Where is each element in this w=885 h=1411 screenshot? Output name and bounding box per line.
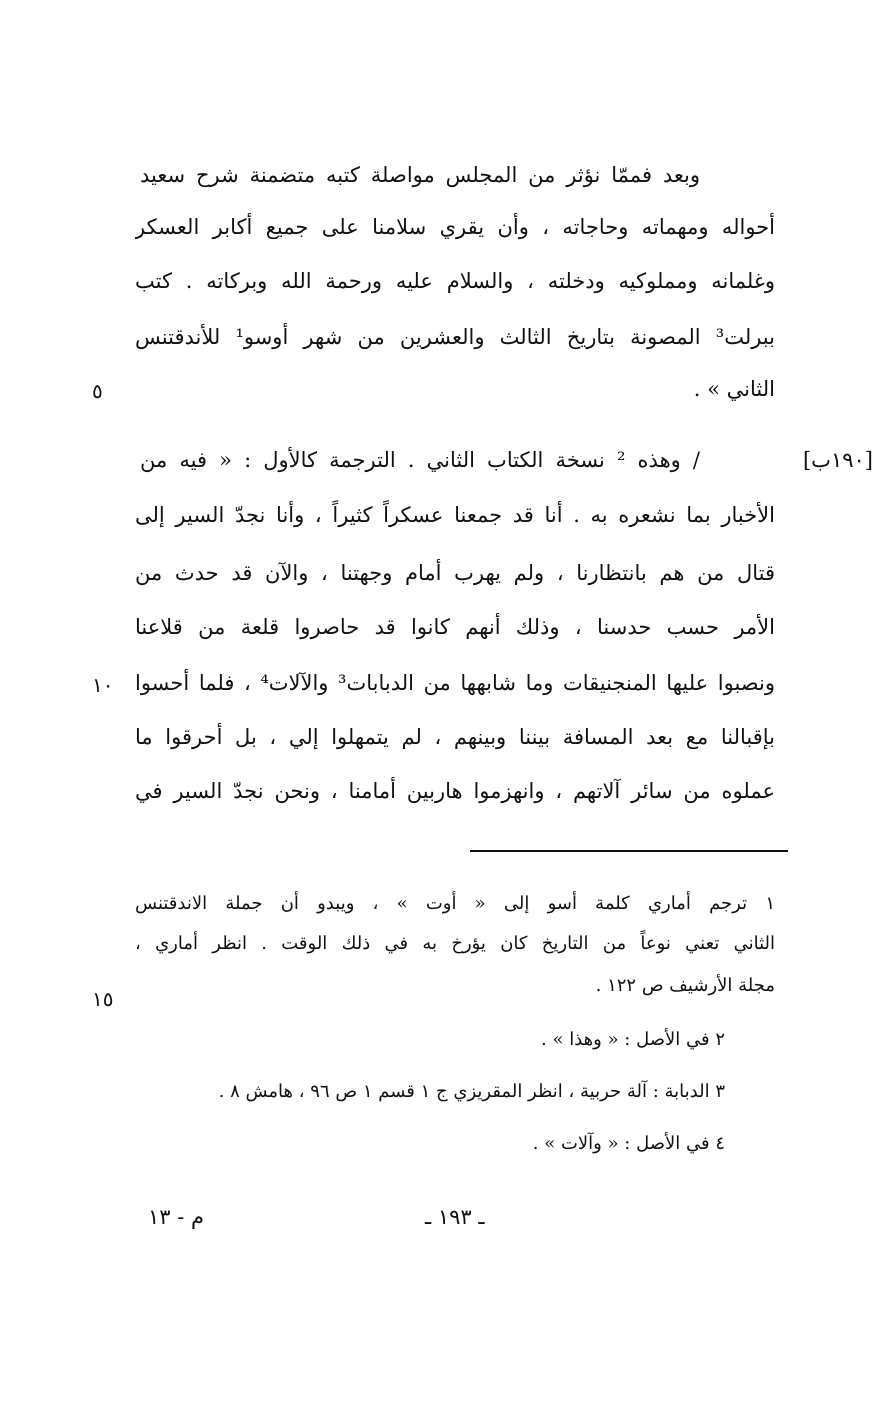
footnote-4: ٤ في الأصل : « وآلات » . (532, 1133, 725, 1154)
text-line: قتال من هم بانتظارنا ، ولم يهرب أمام وجهتنا ، والآن قد حدث من (135, 561, 775, 585)
text-line: ببرلت³ المصونة بتاريخ الثالث والعشرين من شهر أوسو¹ للأندقتنس (135, 325, 775, 349)
text-line: بإقبالنا مع بعد المسافة بيننا وبينهم ، لم يتمهلوا إلي ، بل أحرقوا ما (135, 725, 775, 749)
text-line: الأخبار بما نشعره به . أنا قد جمعنا عسكراً كثيراً ، وأنا نجدّ السير إلى (135, 503, 775, 527)
text-line: وبعد فممّا نؤثر من المجلس مواصلة كتبه متضمنة شرح سعيد (140, 163, 700, 187)
page-number: ـ ١٩٣ ـ (425, 1205, 485, 1229)
text-line: أحواله ومهماته وحاجاته ، وأن يقري سلامنا على جميع أكابر العسكر (135, 215, 775, 239)
text-line: / وهذه ² نسخة الكتاب الثاني . الترجمة كالأول : « فيه من (140, 448, 700, 472)
text-line: الثاني » . (693, 377, 775, 401)
text-line: وغلمانه ومملوكيه ودخلته ، والسلام عليه ورحمة الله وبركاته . كتب (135, 269, 775, 293)
line-number: ١٥ (92, 987, 114, 1011)
text-line: ونصبوا عليها المنجنيقات وما شابهها من الدبابات³ والآلات⁴ ، فلما أحسوا (135, 671, 775, 695)
footnote-1-line: الثاني تعني نوعاً من التاريخ كان يؤرخ به في ذلك الوقت . انظر أماري ، (135, 933, 775, 954)
text-line: عملوه من سائر آلاتهم ، وانهزموا هاربين أمامنا ، ونحن نجدّ السير في (135, 779, 775, 803)
footnote-separator (470, 850, 788, 852)
text-line: الأمر حسب حدسنا ، وذلك أنهم كانوا قد حاصروا قلعة من قلاعنا (135, 615, 775, 639)
line-number: ٥ (92, 379, 103, 403)
footnote-1-line: مجلة الأرشيف ص ١٢٢ . (595, 975, 775, 996)
folio-marker: [١٩٠ب] (802, 448, 873, 472)
line-number: ١٠ (92, 673, 114, 697)
footnote-3: ٣ الدبابة : آلة حربية ، انظر المقريزي ج ١ قسم ١ ص ٩٦ ، هامش ٨ . (218, 1081, 725, 1102)
footnote-2: ٢ في الأصل : « وهذا » . (541, 1029, 725, 1050)
signature-mark: م - ١٣ (148, 1205, 205, 1229)
footnote-1-line: ١ ترجم أماري كلمة أسو إلى « أوت » ، ويبدو أن جملة الاندقتنس (135, 893, 775, 914)
